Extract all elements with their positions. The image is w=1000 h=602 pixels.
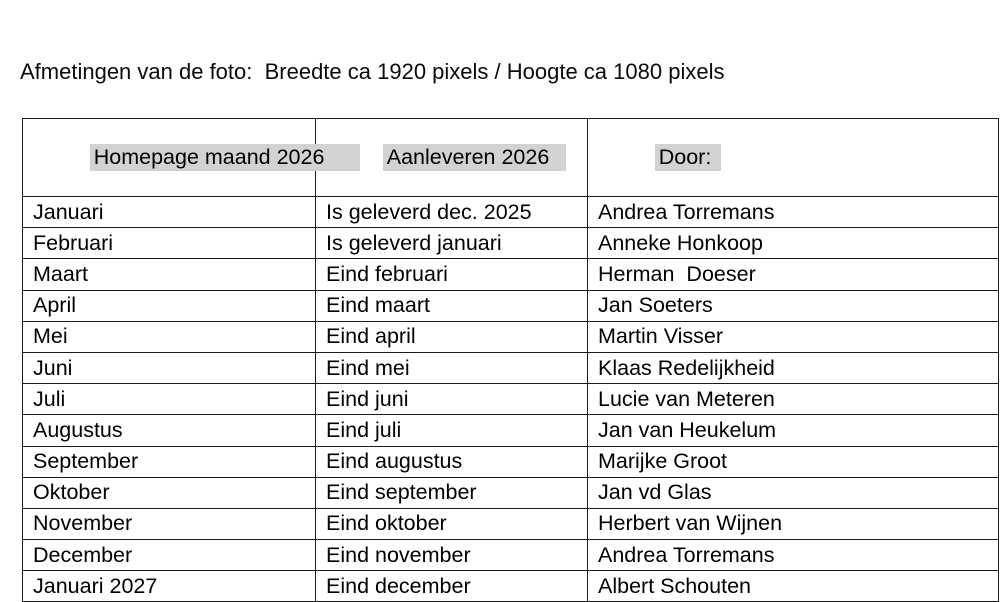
table-cell: Eind februari (316, 259, 588, 290)
table-row (23, 197, 999, 228)
table-cell: Januari (23, 197, 316, 228)
table-row (23, 290, 999, 321)
table-row (23, 477, 999, 508)
table-cell: Eind augustus (316, 446, 588, 477)
table-row (23, 228, 999, 259)
table-row (23, 415, 999, 446)
table-cell: Eind september (316, 477, 588, 508)
table-cell: Maart (23, 259, 316, 290)
table-cell: April (23, 290, 316, 321)
table-cell: Januari 2027 (23, 571, 316, 602)
header-highlight-aanleveren: Aanleveren 2026 (383, 144, 566, 171)
schedule-table (22, 118, 999, 602)
header-cell-homepage-maand (23, 119, 325, 197)
table-cell: Eind april (316, 321, 588, 352)
table-cell: Is geleverd dec. 2025 (316, 197, 588, 228)
table-cell: Augustus (23, 415, 316, 446)
table-cell: Eind mei (316, 352, 588, 383)
table-row (23, 352, 999, 383)
table-cell: Mei (23, 321, 316, 352)
table-row (23, 508, 999, 539)
table-cell: Eind maart (316, 290, 588, 321)
table-cell: Is geleverd januari (316, 228, 588, 259)
table-row (23, 540, 999, 571)
table-row (23, 321, 999, 352)
table-cell: Herbert van Wijnen (588, 508, 999, 539)
header-cell-door (588, 119, 999, 197)
table-cell: Anneke Honkoop (588, 228, 999, 259)
table-cell: December (23, 540, 316, 571)
table-row (23, 384, 999, 415)
table-cell: Klaas Redelijkheid (588, 352, 999, 383)
table-cell: Lucie van Meteren (588, 384, 999, 415)
table-cell: Februari (23, 228, 316, 259)
table-cell: September (23, 446, 316, 477)
header-cell-aanleveren (316, 119, 588, 197)
table-cell: Martin Visser (588, 321, 999, 352)
table-cell: Eind november (316, 540, 588, 571)
table-body (23, 197, 999, 602)
table-row (23, 446, 999, 477)
table-cell: Jan Soeters (588, 290, 999, 321)
table-row (23, 571, 999, 602)
table-cell: Juli (23, 384, 316, 415)
table-cell: Eind december (316, 571, 588, 602)
header-highlight-door: Door: (655, 144, 721, 171)
table-cell: Jan van Heukelum (588, 415, 999, 446)
table-cell: Jan vd Glas (588, 477, 999, 508)
table-row (23, 259, 999, 290)
table-cell: Andrea Torremans (588, 197, 999, 228)
page-title: Afmetingen van de foto: Breedte ca 1920 pixels / Hoogte ca 1080 pixels (20, 59, 725, 84)
table-cell: Oktober (23, 477, 316, 508)
table-cell: Eind juli (316, 415, 588, 446)
table-cell: Andrea Torremans (588, 540, 999, 571)
table-cell: Marijke Groot (588, 446, 999, 477)
table-cell: Juni (23, 352, 316, 383)
header-highlight-homepage-maand: Homepage maand 2026 (90, 144, 360, 171)
table-cell: Albert Schouten (588, 571, 999, 602)
header-row (23, 119, 999, 197)
table-cell: Herman Doeser (588, 259, 999, 290)
table-cell: Eind oktober (316, 508, 588, 539)
table-cell: Eind juni (316, 384, 588, 415)
table-cell: November (23, 508, 316, 539)
